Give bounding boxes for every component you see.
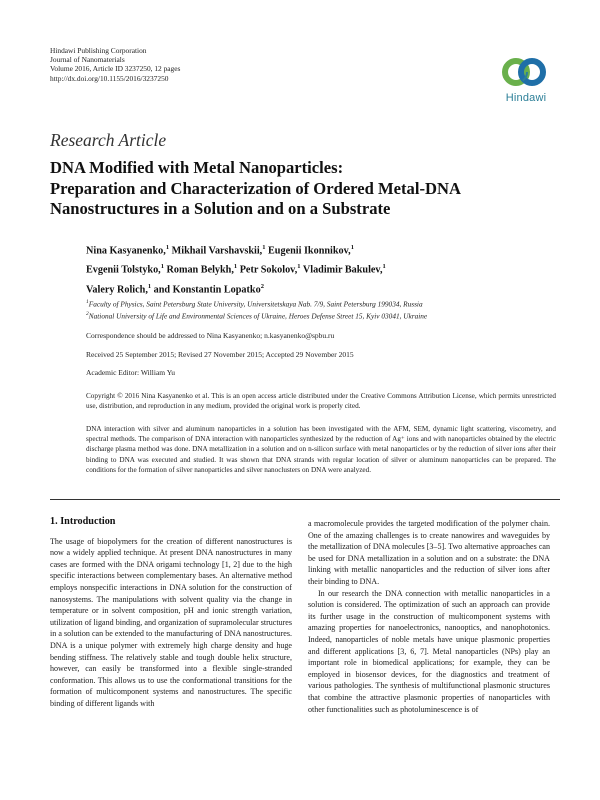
body-paragraph: The usage of biopolymers for the creation of different nanostructures is now a widely applied technique. At present DNA nanostructures in many cases are formed with the DNA origami technology [1, 2] due to the high specific interactions between complementary bases. An alternative method employs nonspecific interactions in DNA solution for the construction of nanosystems. The manipulations with solvent quality via the change in temperature or in solvent composition, pH and ionic strength variation, utilization of ligand binding, and organization of supramolecular structures in a solution can be extended to the manufacturing of DNA nanostructures. DNA is a unique polymer with extremely high charge density and huge bending stiffness. The relatively stable and tough double helix structure, however, can easily be transformed into a flexible single-stranded conformation. This allows us to use the conformational transitions for the formation of multicomponent systems and nanostructures. The specific binding of different ligands with <box>50 536 292 708</box>
article-dates: Received 25 September 2015; Revised 27 November 2015; Accepted 29 November 2015 <box>86 350 354 359</box>
volume-line: Volume 2016, Article ID 3237250, 12 pages <box>50 64 181 74</box>
author-affiliation-mark: 1 <box>233 263 238 271</box>
title-line: DNA Modified with Metal Nanoparticles: <box>50 158 344 177</box>
affiliation-text: National University of Life and Environmental Sciences of Ukraine, Heroes Defense Street 15, Kyiv 03041, Ukraine <box>88 311 428 321</box>
author-list <box>86 240 556 298</box>
author-name: Vladimir Bakulev, <box>302 264 383 276</box>
article-type: Research Article <box>50 130 167 150</box>
publisher-info <box>50 46 180 83</box>
doi-link[interactable]: http://dx.doi.org/10.1155/2016/3237250 <box>50 73 169 83</box>
author-line <box>86 240 556 259</box>
author-name: Mikhail Varshavskii, <box>171 245 263 257</box>
correspondence: Correspondence should be addressed to Nina Kasyanenko; n.kasyanenko@spbu.ru <box>86 331 335 340</box>
affiliations <box>86 297 556 322</box>
section-heading-introduction: 1. Introduction <box>50 516 116 527</box>
section-divider <box>50 499 560 500</box>
academic-editor: Academic Editor: William Yu <box>86 368 176 377</box>
author-name: Nina Kasyanenko, <box>86 245 166 257</box>
author-affiliation-mark: 1 <box>147 282 152 290</box>
title-line: Nanostructures in a Solution and on a Substrate <box>50 199 391 218</box>
author-affiliation-mark: 2 <box>260 282 264 290</box>
affiliation-item <box>86 297 556 309</box>
author-name: Evgenii Tolstyko, <box>86 264 161 276</box>
article-title <box>50 158 560 220</box>
affiliation-number: 2 <box>86 311 89 318</box>
left-column <box>50 516 292 710</box>
author-affiliation-mark: 1 <box>382 263 386 271</box>
author-name: Petr Sokolov, <box>239 264 298 276</box>
journal-name: Journal of Nanomaterials <box>50 55 125 65</box>
copyright-notice: Copyright © 2016 Nina Kasyanenko et al. This is an open access article distributed under the Creative Commons Attribution License, which permits unrestricted use, distribution, and reproduction in any medium, provided the original work is properly cited. <box>86 392 556 411</box>
hindawi-logo-text: Hindawi <box>505 92 547 104</box>
right-column <box>308 518 550 715</box>
author-affiliation-mark: 1 <box>160 263 164 271</box>
author-name: Roman Belykh, <box>166 264 234 276</box>
author-affiliation-mark: 1 <box>350 244 354 251</box>
body-paragraph: a macromolecule provides the targeted modification of the polymer chain. One of the amazing challenges is to create nanowires and waveguides by the metallization of DNA molecules [3–5]. Two alternative approaches can be used for DNA metallization in a solution and on a substrate: the DNA linking with metallic nanoparticles and the reduction of silver ions after their binding to DNA. <box>308 519 550 586</box>
author-line <box>86 279 556 298</box>
affiliation-number: 1 <box>86 299 89 305</box>
author-affiliation-mark: 1 <box>165 244 170 251</box>
body-paragraph: In our research the DNA connection with metallic nanoparticles in a solution is considered. The optimization of such an approach can provide its further usage in the construction of multicomponent systems with amazing properties for nanoelectronics, nanooptics, and nanophotonics. Indeed, nanoparticles of noble metals have unique plasmonic properties and different applications [3, 6, 7]. Metal nanoparticles (NPs) play an important role in biomedical applications; for example, they can be employed in biosensor devices, for the diagnostics and treatment of various pathologies. The synthesis of multifunctional plasmonic structures that combine the attractive plasmonic properties of nanoparticles with other functionalities such as photoluminescence is of <box>308 588 550 714</box>
title-line: Preparation and Characterization of Ordered Metal-DNA <box>50 178 461 198</box>
publisher-corporation: Hindawi Publishing Corporation <box>50 46 147 55</box>
author-affiliation-mark: 1 <box>262 244 266 251</box>
author-affiliation-mark: 1 <box>297 263 301 271</box>
abstract: DNA interaction with silver and aluminum nanoparticles in a solution has been investigated with the AFM, SEM, dynamic light scattering, viscometry, and spectral methods. The comparison of DNA interaction with nanoparticles synthesized by the reduction of Ag⁺ ions and with nanoparticles obtained by the electric discharge plasma method was done. DNA metallization in a solution and on n-silicon surface with metal nanoparticles or by the reduction of silver ions after their binding to DNA was executed and studied. It was shown that DNA strands with regular location of silver or aluminum nanoparticles can be prepared. The conditions for the formation of silver nanoparticles and silver nanoclusters on DNA were analyzed. <box>86 425 556 474</box>
author-name: and Konstantin Lopatko <box>153 284 261 296</box>
author-name: Valery Rolich, <box>86 284 148 296</box>
author-line <box>86 259 556 278</box>
affiliation-item <box>86 309 556 321</box>
author-name: Eugenii Ikonnikov, <box>268 245 351 257</box>
affiliation-text: Faculty of Physics, Saint Petersburg State University, Universitetskaya Nab. 7/9, Saint Petersburg 199034, Russia <box>88 299 423 309</box>
